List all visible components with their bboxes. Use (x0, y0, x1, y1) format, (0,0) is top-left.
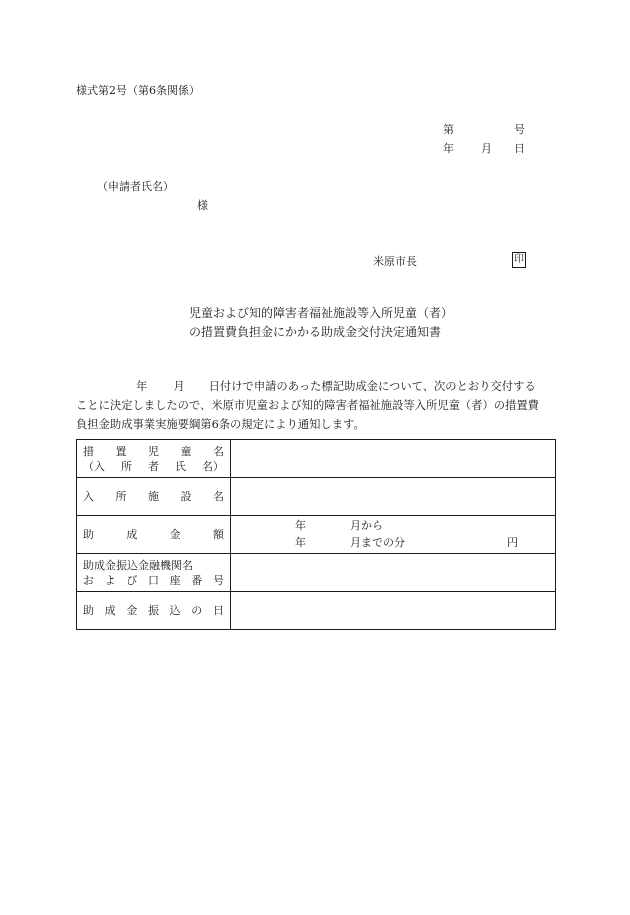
label-char: 成 (104, 604, 116, 617)
period-from-year: 年 (295, 519, 306, 532)
label-char: 金 (126, 604, 138, 617)
notice-body-line-3: 負担金助成事業実施要綱第6条の規定により通知します。 (76, 418, 365, 431)
transfer-date-value[interactable] (231, 592, 556, 630)
label-char: 置 (115, 444, 127, 458)
label-char: の (191, 604, 203, 617)
period-to-month: 月までの分 (350, 536, 405, 549)
label-char: 児 (148, 444, 159, 458)
label-char: 日 (212, 604, 224, 617)
label-line (83, 444, 224, 459)
document-number-suffix: 号 (514, 123, 525, 136)
date-year-label: 年 (443, 142, 454, 155)
body-line-1-text: 日付けで申請のあった標記助成金について、次のとおり交付する (208, 380, 536, 393)
label-line (83, 558, 224, 573)
label-text: 助成金振込金融機関名 (83, 558, 193, 572)
seal-mark: 印 (512, 252, 526, 268)
table-row (77, 592, 556, 630)
label-char: び (126, 573, 138, 587)
grant-amount-value[interactable] (231, 516, 556, 554)
label-char: お (83, 573, 94, 587)
notification-table (76, 439, 556, 630)
body-year-label: 年 (136, 380, 148, 393)
document-number-prefix: 第 (443, 123, 454, 136)
label-char: 名） (202, 459, 224, 473)
notice-body (76, 377, 556, 434)
document-title-line-1: 児童および知的障害者福祉施設等入所児童（者） (189, 306, 454, 320)
label-char: 名 (213, 490, 224, 503)
label-char: 者 (148, 459, 159, 473)
label-line (83, 603, 224, 618)
honorific: 様 (197, 199, 208, 212)
facility-name-value[interactable] (231, 478, 556, 516)
table-row (77, 440, 556, 478)
label-char: 童 (180, 444, 192, 458)
label-char: 額 (212, 528, 224, 541)
date-month-label: 月 (481, 142, 492, 155)
label-char: 名 (213, 444, 224, 458)
applicant-name-label: （申請者氏名） (97, 180, 174, 193)
label-char: 号 (212, 573, 224, 587)
currency-unit: 円 (507, 536, 518, 549)
period-to-year: 年 (295, 536, 306, 549)
label-line (83, 573, 224, 588)
table-row (77, 478, 556, 516)
child-name-value[interactable] (231, 440, 556, 478)
label-char: 成 (126, 528, 138, 541)
transfer-date-label (77, 592, 231, 630)
label-char: 助 (83, 604, 94, 617)
label-char: 設 (180, 490, 192, 503)
period-from-month: 月から (350, 519, 383, 532)
label-char: 口 (147, 573, 159, 587)
label-char: 所 (115, 490, 127, 503)
label-line (83, 527, 224, 542)
bank-account-value[interactable] (231, 554, 556, 592)
grant-amount-period (231, 516, 555, 553)
label-char: 助 (83, 528, 94, 541)
label-char: 番 (191, 573, 203, 587)
label-char: 金 (169, 528, 181, 541)
child-name-label (77, 440, 231, 478)
label-char: 座 (169, 573, 181, 587)
body-month-label: 月 (173, 380, 185, 393)
facility-name-label (77, 478, 231, 516)
label-line (83, 459, 224, 474)
label-char: 振 (147, 604, 159, 617)
grant-amount-label (77, 516, 231, 554)
date-day-label: 日 (514, 142, 525, 155)
label-char: 措 (83, 444, 94, 458)
notice-body-line-1 (76, 377, 556, 396)
form-number: 様式第2号（第6条関係） (76, 84, 200, 97)
label-char: （入 (83, 459, 105, 473)
table-row (77, 516, 556, 554)
label-char: よ (104, 573, 116, 587)
issuer-name: 米原市長 (373, 255, 417, 268)
notice-body-line-2: ことに決定しましたので、米原市児童および知的障害者福祉施設等入所児童（者）の措置費 (76, 399, 539, 412)
label-char: 込 (169, 604, 181, 617)
label-char: 入 (83, 490, 94, 503)
label-line (83, 489, 224, 504)
label-char: 氏 (175, 459, 186, 473)
label-char: 施 (148, 490, 159, 503)
document-title-line-2: の措置費負担金にかかる助成金交付決定通知書 (189, 325, 442, 339)
label-char: 所 (121, 459, 132, 473)
table-row (77, 554, 556, 592)
bank-account-label (77, 554, 231, 592)
